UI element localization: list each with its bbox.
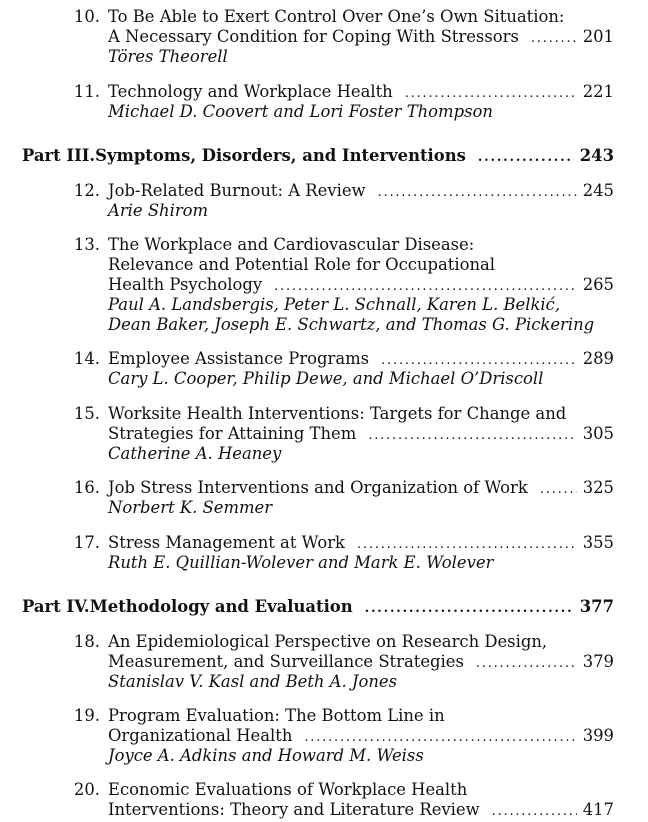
- page-number: 265: [582, 275, 614, 294]
- chapter-author: Norbert K. Semmer: [108, 498, 273, 517]
- chapter-number: 17.: [73, 533, 100, 552]
- chapter-title: Relevance and Potential Role for Occupational: [108, 255, 496, 274]
- part-heading: [22, 596, 614, 617]
- chapter-number: 11.: [73, 82, 100, 101]
- dot-leader: [492, 801, 577, 822]
- chapter-title: Economic Evaluations of Workplace Health: [108, 780, 468, 799]
- part-label: Part IV.: [22, 597, 90, 616]
- chapter-title-line: [108, 799, 614, 820]
- chapter-title-line: [73, 180, 614, 201]
- chapter-number: 16.: [73, 478, 100, 497]
- page-number: 325: [582, 478, 614, 497]
- chapter-title: An Epidemiological Perspective on Research Design,: [108, 632, 548, 651]
- chapter-title-line: [73, 477, 614, 498]
- chapter-title-line: [73, 6, 614, 27]
- chapter-title: The Workplace and Cardiovascular Disease:: [108, 235, 475, 254]
- chapter-title: Organizational Health: [108, 726, 293, 745]
- dot-leader: [478, 147, 574, 168]
- chapter-number: 14.: [73, 349, 100, 368]
- page-number: 201: [582, 27, 614, 46]
- chapter-number: 15.: [73, 404, 100, 423]
- chapter-author: Dean Baker, Joseph E. Schwartz, and Thomas G. Pickering: [108, 315, 595, 334]
- chapter-title-line: [73, 403, 614, 424]
- chapter-number: 12.: [73, 181, 100, 200]
- page-number: 289: [582, 349, 614, 368]
- page-number: 305: [582, 424, 614, 443]
- part-title: Symptoms, Disorders, and Interventions: [95, 146, 466, 165]
- chapter-number: 10.: [73, 7, 100, 26]
- page-number: 379: [582, 652, 614, 671]
- chapter-title: Stress Management at Work: [108, 533, 345, 552]
- chapter-title-line: [108, 651, 614, 672]
- page-number: 221: [582, 82, 614, 101]
- part-heading: [22, 145, 614, 166]
- chapter-title-line: [73, 234, 614, 255]
- part-label: Part III.: [22, 146, 96, 165]
- chapter-title-line: [108, 423, 614, 444]
- chapter-title: Job-Related Burnout: A Review: [108, 181, 366, 200]
- chapter-title-line: [108, 725, 614, 746]
- chapter-author: Töres Theorell: [108, 47, 228, 66]
- chapter-title: Technology and Workplace Health: [108, 82, 393, 101]
- page-number: 377: [579, 597, 614, 616]
- chapter-author: Catherine A. Heaney: [108, 444, 282, 463]
- chapter-title: To Be Able to Exert Control Over One’s Own Situation:: [108, 7, 565, 26]
- dot-leader: [365, 598, 574, 619]
- chapter-author: Cary L. Cooper, Philip Dewe, and Michael O’Driscoll: [108, 369, 544, 388]
- chapter-number: 20.: [73, 780, 100, 799]
- chapter-title-line: [73, 348, 614, 369]
- chapter-title: Strategies for Attaining Them: [108, 424, 357, 443]
- chapter-author: Paul A. Landsbergis, Peter L. Schnall, Karen L. Belkić,: [108, 295, 561, 314]
- chapter-author: Joyce A. Adkins and Howard M. Weiss: [108, 746, 424, 765]
- chapter-title-line: [108, 254, 614, 275]
- chapter-author: Michael D. Coovert and Lori Foster Thompson: [108, 102, 493, 121]
- chapter-title-line: [108, 274, 614, 295]
- chapter-title-line: [73, 81, 614, 102]
- chapter-title-line: [73, 631, 614, 652]
- page-number: 417: [582, 800, 614, 819]
- chapter-number: 13.: [73, 235, 100, 254]
- page-number: 355: [582, 533, 614, 552]
- chapter-title-line: [73, 532, 614, 553]
- chapter-author: Stanislav V. Kasl and Beth A. Jones: [108, 672, 398, 691]
- chapter-title-line: [73, 779, 614, 800]
- page-number: 399: [582, 726, 614, 745]
- chapter-title: Worksite Health Interventions: Targets for Change and: [108, 404, 567, 423]
- chapter-title-line: [108, 26, 614, 47]
- part-title: Methodology and Evaluation: [89, 597, 353, 616]
- page-number: 243: [579, 146, 614, 165]
- chapter-title: Health Psychology: [108, 275, 263, 294]
- chapter-number: 19.: [73, 706, 100, 725]
- chapter-title: Employee Assistance Programs: [108, 349, 370, 368]
- page-number: 245: [582, 181, 614, 200]
- chapter-title-line: [73, 705, 614, 726]
- chapter-title: Job Stress Interventions and Organization of Work: [108, 478, 528, 497]
- chapter-title: Measurement, and Surveillance Strategies: [108, 652, 464, 671]
- chapter-author: Ruth E. Quillian-Wolever and Mark E. Wolever: [108, 553, 494, 572]
- chapter-author: Arie Shirom: [108, 201, 209, 220]
- chapter-title: Program Evaluation: The Bottom Line in: [108, 706, 445, 725]
- chapter-title: A Necessary Condition for Coping With Stressors: [108, 27, 519, 46]
- chapter-number: 18.: [73, 632, 100, 651]
- chapter-title: Interventions: Theory and Literature Review: [108, 800, 480, 819]
